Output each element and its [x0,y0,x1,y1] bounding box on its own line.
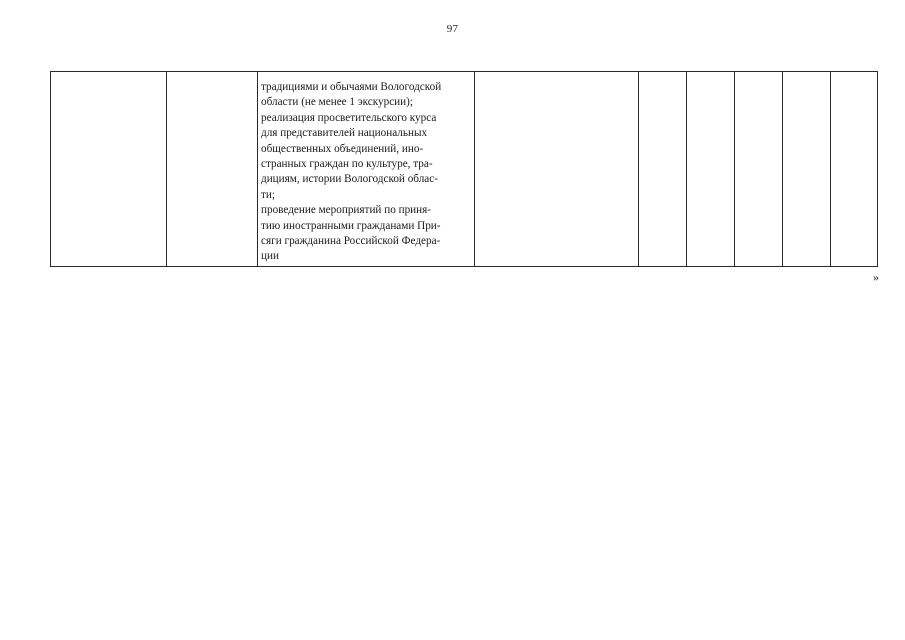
description-line: сяги гражданина Российской Федера- [261,235,441,248]
description-line: области (не менее 1 экскурсии); [261,96,413,109]
table-cell-year-3 [735,72,783,267]
description-line: тию иностранными гражданами При- [261,219,441,232]
description-line: странных граждан по культуре, тра- [261,158,433,171]
description-line: реализация просветительского курса [261,111,437,124]
description-line: традициями и обычаями Вологодской [261,81,442,93]
table-cell-year-5 [831,72,878,267]
description-line: проведение мероприятий по приня- [261,204,432,217]
description-text [258,72,474,265]
table-row [51,72,878,267]
description-line: ции [261,250,279,263]
program-table [50,71,878,267]
table-cell-number [51,72,167,267]
closing-quote-mark: » [873,270,879,284]
table-cell-responsible [475,72,639,267]
table-cell-year-2 [687,72,735,267]
table-cell-year-4 [783,72,831,267]
description-line: общественных объединений, ино- [261,142,424,155]
table-cell-year-1 [639,72,687,267]
description-line: дициям, истории Вологодской облас- [261,173,438,186]
description-line: ти; [261,188,275,201]
table-cell-task [167,72,258,267]
table-cell-description [258,72,475,267]
page-number: 97 [446,23,459,35]
description-line: для представителей национальных [261,127,428,140]
